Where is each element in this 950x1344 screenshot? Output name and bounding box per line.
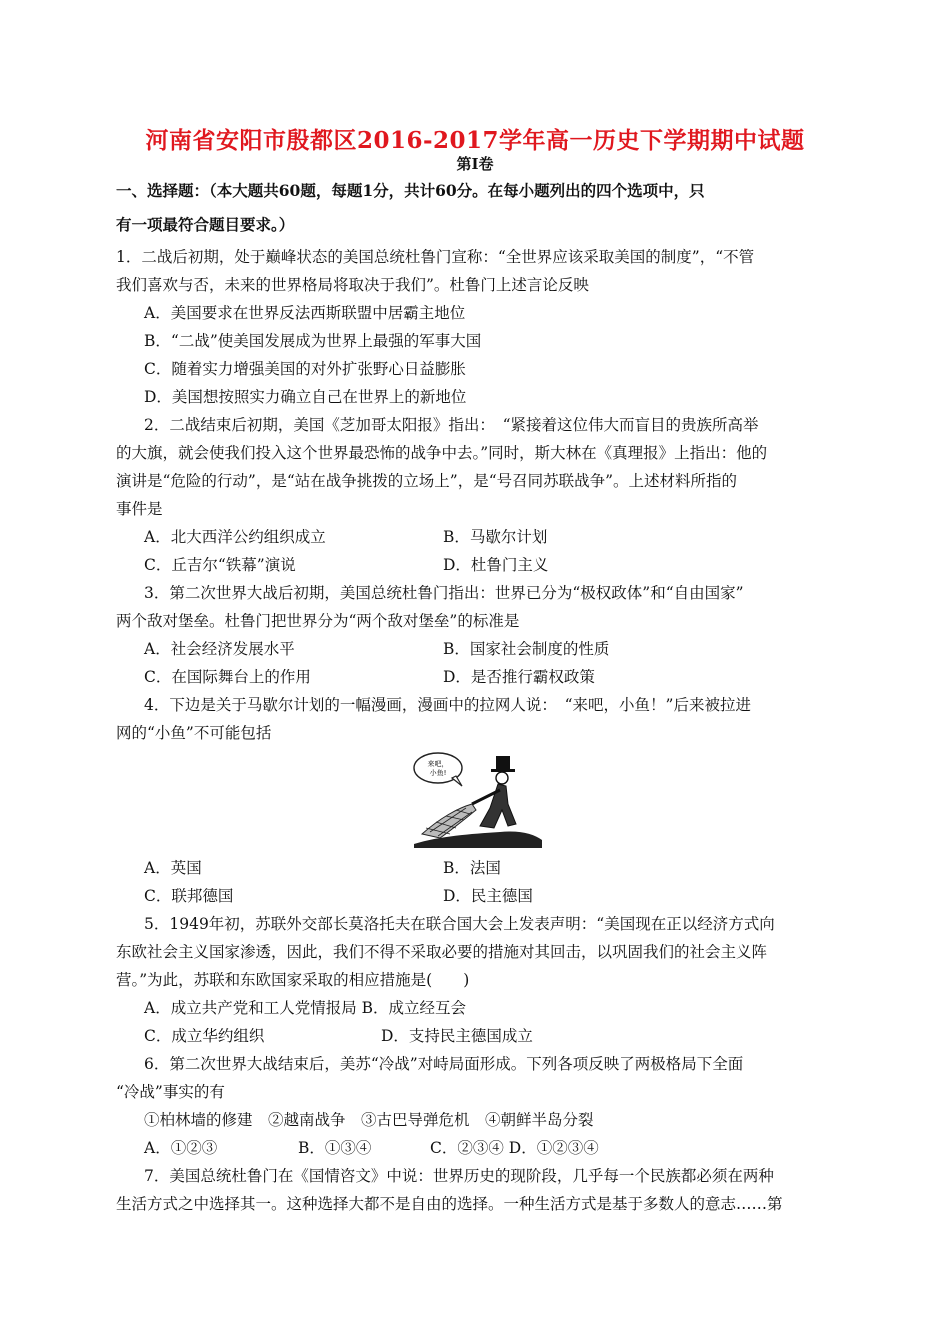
q3-option-d: D．是否推行霸权政策 — [443, 668, 595, 686]
q3-option-c: C．在国际舞台上的作用 — [144, 668, 311, 686]
fisherman-head — [496, 772, 508, 784]
speech-bubble-tail — [452, 776, 462, 786]
q6-stem-line1: 6．第二次世界大战结束后，美苏“冷战”对峙局面形成。下列各项反映了两极格局下全面 — [144, 1055, 744, 1073]
q6-option-a: A．①②③ — [144, 1139, 218, 1157]
q2-stem-line4: 事件是 — [116, 500, 163, 518]
q2-option-c: C．丘吉尔“铁幕”演说 — [144, 556, 296, 574]
q7-stem-line1: 7．美国总统杜鲁门在《国情咨文》中说：世界历史的现阶段，几乎每一个民族都必须在两种 — [144, 1167, 774, 1185]
speech-bubble-line1: 来吧， — [427, 760, 449, 768]
section-heading-line1: 一、选择题：（本大题共60题，每题1分，共计60分。在每小题列出的四个选项中，只 — [116, 181, 705, 200]
q2-stem-line1: 2．二战结束后初期，美国《芝加哥太阳报》指出： “紧接着这位伟大而盲目的贵族所高举 — [144, 416, 759, 434]
q1-option-d: D．美国想按照实力确立自己在世界上的新地位 — [144, 388, 467, 406]
q4-stem-line1: 4．下边是关于马歇尔计划的一幅漫画，漫画中的拉网人说： “来吧，小鱼！”后来被拉进 — [144, 696, 751, 714]
q6-items: ①柏林墙的修建 ②越南战争 ③古巴导弹危机 ④朝鲜半岛分裂 — [144, 1111, 594, 1129]
page-subtitle: 第Ⅰ卷 — [456, 155, 494, 173]
q1-stem-line1: 1．二战后初期，处于巅峰状态的美国总统杜鲁门宣称：“全世界应该采取美国的制度”，“不管 — [116, 248, 755, 266]
q6-stem-line2: “冷战”事实的有 — [116, 1083, 225, 1101]
q4-option-d: D．民主德国 — [443, 887, 533, 905]
q1-option-b: B．“二战”使美国发展成为世界上最强的军事大国 — [144, 332, 482, 350]
q5-stem-line2: 东欧社会主义国家渗透，因此，我们不得不采取必要的措施对其回击，以巩固我们的社会主义阵 — [116, 943, 768, 961]
q4-option-a: A．英国 — [144, 859, 202, 877]
q5-stem-line1: 5．1949年初，苏联外交部长莫洛托夫在联合国大会上发表声明：“美国现在正以经济方式向 — [144, 915, 775, 933]
page-title: 河南省安阳市殷都区2016-2017学年高一历史下学期期中试题 — [145, 127, 805, 154]
q5-option-c: C．成立华约组织 — [144, 1027, 265, 1045]
q6-option-cd: C．②③④ D．①②③④ — [430, 1139, 599, 1157]
q1-stem-line2: 我们喜欢与否，未来的世界格局将取决于我们”。杜鲁门上述言论反映 — [116, 276, 589, 294]
q3-option-a: A．社会经济发展水平 — [144, 640, 295, 658]
q3-stem-line1: 3．第二次世界大战后初期，美国总统杜鲁门指出：世界已分为“极权政体”和“自由国家” — [144, 584, 744, 602]
q5-option-ab: A．成立共产党和工人党情报局 B．成立经互会 — [144, 999, 467, 1017]
q4-stem-line2: 网的“小鱼”不可能包括 — [116, 724, 272, 742]
q7-stem-line2: 生活方式之中选择其一。这种选择大都不是自由的选择。一种生活方式是基于多数人的意志……第 — [116, 1195, 783, 1213]
q4-option-c: C．联邦德国 — [144, 887, 234, 905]
q2-stem-line2: 的大旗，就会使我们投入这个世界最恐怖的战争中去。”同时，斯大林在《真理报》上指出：他的 — [116, 444, 768, 462]
q3-stem-line2: 两个敌对堡垒。杜鲁门把世界分为“两个敌对堡垒”的标准是 — [116, 612, 520, 630]
fishing-net — [422, 804, 476, 838]
marshall-plan-cartoon — [410, 748, 545, 850]
q1-option-a: A．美国要求在世界反法西斯联盟中居霸主地位 — [144, 304, 466, 322]
q2-option-b: B．马歇尔计划 — [443, 528, 548, 546]
q6-option-b: B．①③④ — [298, 1139, 372, 1157]
q2-option-d: D．杜鲁门主义 — [443, 556, 549, 574]
q3-option-b: B．国家社会制度的性质 — [443, 640, 610, 658]
q1-option-c: C．随着实力增强美国的对外扩张野心日益膨胀 — [144, 360, 466, 378]
top-hat — [496, 756, 510, 770]
q5-stem-line3: 营。”为此，苏联和东欧国家采取的相应措施是( ) — [116, 971, 470, 989]
speech-bubble-line2: 小鱼! — [429, 769, 447, 777]
q2-stem-line3: 演讲是“危险的行动”，是“站在战争挑拨的立场上”，是“号召同苏联战争”。上述材料所指的 — [116, 472, 738, 490]
q2-option-a: A．北大西洋公约组织成立 — [144, 528, 326, 546]
q5-option-d: D．支持民主德国成立 — [381, 1027, 533, 1045]
section-heading-line2: 有一项最符合题目要求。） — [116, 215, 295, 234]
q4-option-b: B．法国 — [443, 859, 501, 877]
